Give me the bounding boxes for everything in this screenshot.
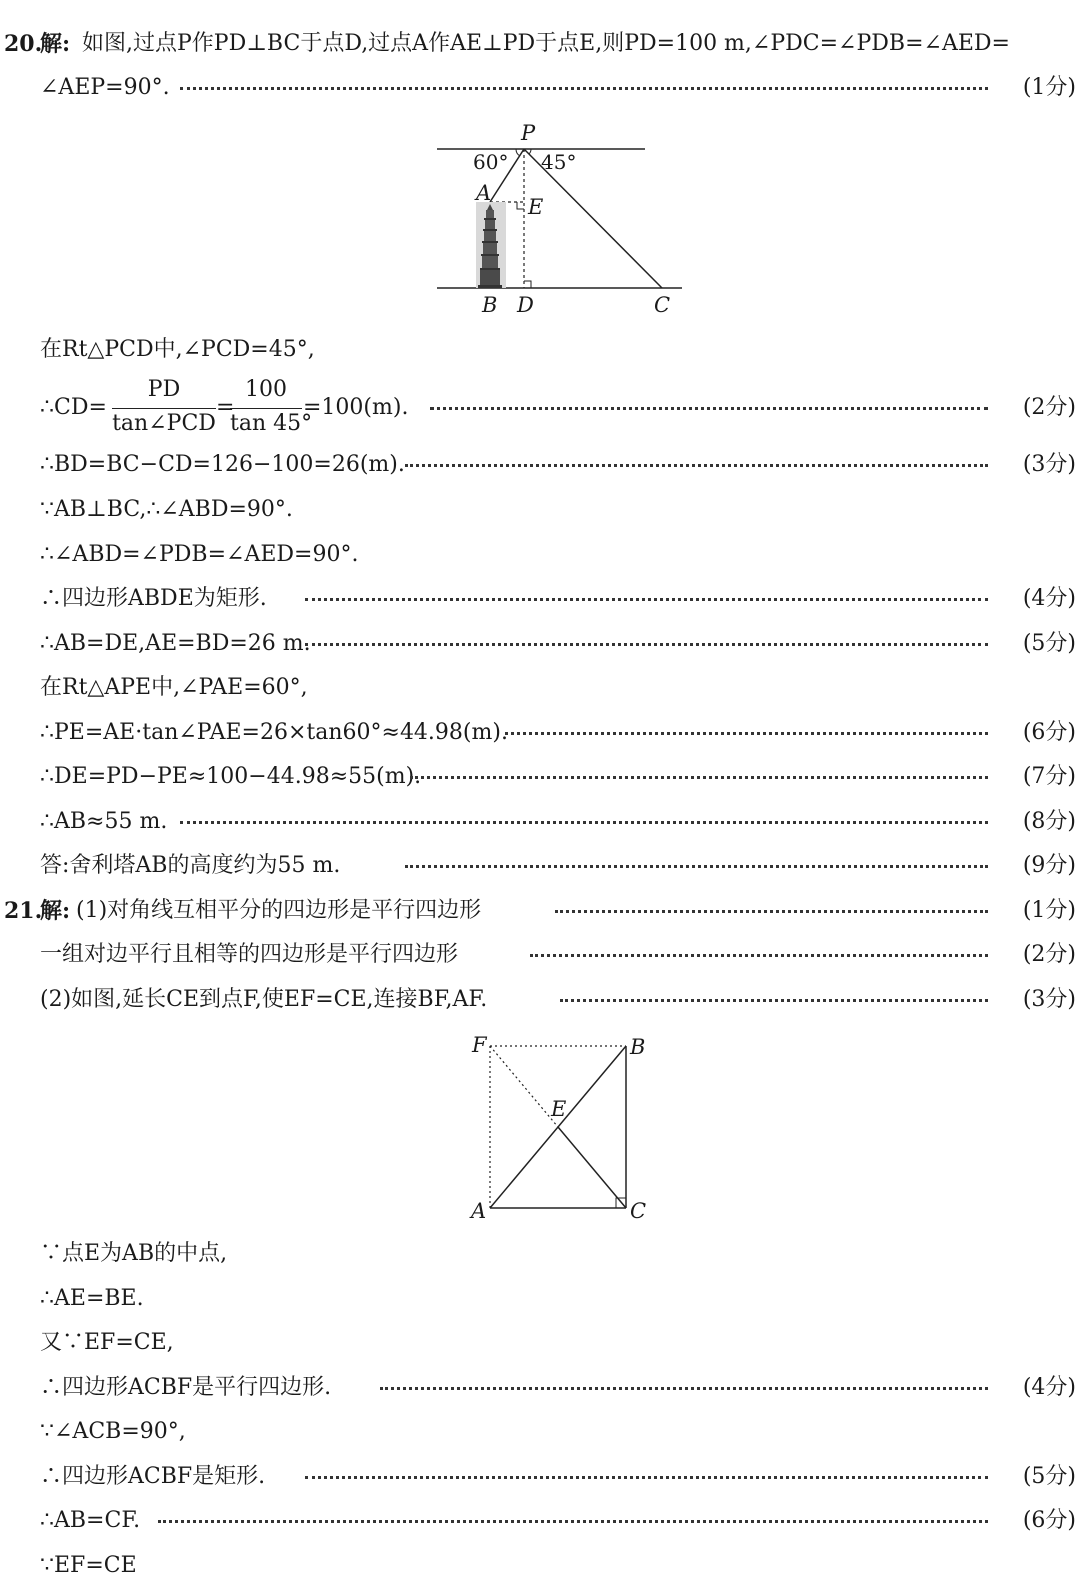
q21-line4-text: ∵点E为AB的中点, [40,1241,228,1266]
frac1-denominator: tan∠PCD [112,411,216,436]
q21-score-6: (6分) [1022,1508,1076,1533]
q21-figure [460,1028,660,1228]
dot-leader [180,87,988,90]
fig-label-e: E [551,1097,567,1121]
cd-equation-line [0,376,1080,440]
score-6: (6分) [1022,720,1076,745]
dot-leader [555,910,988,913]
q21-line8 [0,1410,1080,1454]
right-angle-e [517,202,524,209]
q21-line7 [0,1366,1080,1410]
fig-label-p: P [521,121,536,145]
fig-label-a: A [471,1199,487,1223]
fig-label-c: C [630,1199,647,1223]
q21-line4 [0,1232,1080,1276]
q21-line11-partial [0,1544,1080,1578]
dot-leader [405,464,988,467]
cd-prefix: ∴CD= [40,395,107,420]
angles-text: ∴∠ABD=∠PDB=∠AED=90°. [40,542,359,567]
abde-text: ∴AB=DE,AE=BD=26 m. [40,631,311,656]
fig-label-e: E [528,195,544,219]
q21-line8-text: ∵∠ACB=90°, [40,1419,186,1444]
ab-perp-text: ∵AB⊥BC,∴∠ABD=90°. [40,497,293,522]
q20-header-cont: ∠AEP=90°. [40,75,170,100]
fig-label-d: D [517,293,534,317]
rect-line [0,577,1080,621]
dot-leader [158,1520,988,1523]
right-angle-d [524,281,531,288]
cd-equals: = [216,395,235,420]
q21-line6-text: 又∵EF=CE, [40,1330,174,1355]
q21-line5-text: ∴AE=BE. [40,1286,144,1311]
angles-line [0,533,1080,577]
fig-angle-45: 45° [541,150,577,174]
score-3: (3分) [1022,452,1076,477]
score-9: (9分) [1022,853,1076,878]
bd-line [0,443,1080,487]
pe-line [0,711,1080,755]
rt-ape-line [0,666,1080,710]
q20-number: 20. [4,31,43,57]
q21-score-4: (4分) [1022,1375,1076,1400]
score-2: (2分) [1022,395,1076,420]
frac1-bar [112,408,216,409]
q21-line11-text: ∵EF=CE [40,1553,137,1578]
q21-line2 [0,933,1080,977]
score-5: (5分) [1022,631,1076,656]
q20-header-cont-line [0,66,1080,110]
pe-text: ∴PE=AE·tan∠PAE=26×tan60°≈44.98(m). [40,720,508,745]
q21-line9 [0,1455,1080,1499]
q21-number: 21. [4,898,43,924]
q21-line3-text: (2)如图,延长CE到点F,使EF=CE,连接BF,AF. [40,987,488,1012]
dot-leader [405,865,988,868]
dot-leader [305,1476,988,1479]
score-1: (1分) [1022,75,1076,100]
bd-text: ∴BD=BC−CD=126−100=26(m). [40,452,405,477]
dot-leader [560,999,988,1002]
dot-leader [505,732,988,735]
cd-result: =100(m). [303,395,409,420]
rt-ape-text: 在Rt△APE中,∠PAE=60°, [40,675,308,700]
q21-line5 [0,1277,1080,1321]
q21-line3 [0,978,1080,1022]
q21-solution-label: 解: [40,898,71,924]
q21-line2-text: 一组对边平行且相等的四边形是平行四边形 [40,942,459,967]
q21-score-2: (2分) [1022,942,1076,967]
frac2-bar [230,408,302,409]
dot-leader [530,954,988,957]
q21-line7-text: ∴四边形ACBF是平行四边形. [40,1375,332,1400]
q20-header-line [0,22,1080,66]
q21-line10 [0,1499,1080,1543]
line-ec [558,1127,626,1208]
q20-solution-label: 解: [40,31,71,57]
score-7: (7分) [1022,764,1076,789]
q21-score-1: (1分) [1022,898,1076,923]
dot-leader [305,598,988,601]
dot-leader [180,821,988,824]
q21-part1-text: (1)对角线互相平分的四边形是平行四边形 [76,898,482,923]
q21-line6 [0,1321,1080,1365]
q21-score-5: (5分) [1022,1464,1076,1489]
q20-header-text: 如图,过点P作PD⊥BC于点D,过点A作AE⊥PD于点E,则PD=100 m,∠PDC=∠PDB=∠AED= [82,31,1010,56]
fig-angle-60: 60° [473,150,509,174]
rt-pcd-line [0,328,1080,372]
line-fe-dotted [490,1046,558,1127]
score-8: (8分) [1022,809,1076,834]
answer-text: 答:舍利塔AB的高度约为55 m. [40,853,341,878]
rt-pcd-text: 在Rt△PCD中,∠PCD=45°, [40,337,315,362]
abde-line [0,622,1080,666]
fig-label-b: B [482,293,498,317]
fig-label-f: F [472,1033,487,1057]
pagoda-icon [476,202,506,288]
fig-label-a: A [476,181,492,205]
q21-score-3: (3分) [1022,987,1076,1012]
dot-leader [305,643,988,646]
answer-line [0,844,1080,888]
de-text: ∴DE=PD−PE≈100−44.98≈55(m). [40,764,422,789]
frac2-denominator: tan 45° [230,411,313,436]
dot-leader [410,776,988,779]
ab-perp-line [0,488,1080,532]
ab-approx-text: ∴AB≈55 m. [40,809,168,834]
dot-leader [430,407,988,410]
q21-header-line [0,889,1080,933]
q20-figure [420,118,700,326]
score-4: (4分) [1022,586,1076,611]
dot-leader [380,1387,988,1390]
de-line [0,755,1080,799]
frac1-numerator: PD [147,377,181,402]
fig-label-b: B [630,1035,646,1059]
ab-approx-line [0,800,1080,844]
frac2-numerator: 100 [245,377,287,402]
rect-text: ∴四边形ABDE为矩形. [40,586,267,611]
fig-label-c: C [654,293,671,317]
q21-line10-text: ∴AB=CF. [40,1508,141,1533]
q21-line9-text: ∴四边形ACBF是矩形. [40,1464,266,1489]
